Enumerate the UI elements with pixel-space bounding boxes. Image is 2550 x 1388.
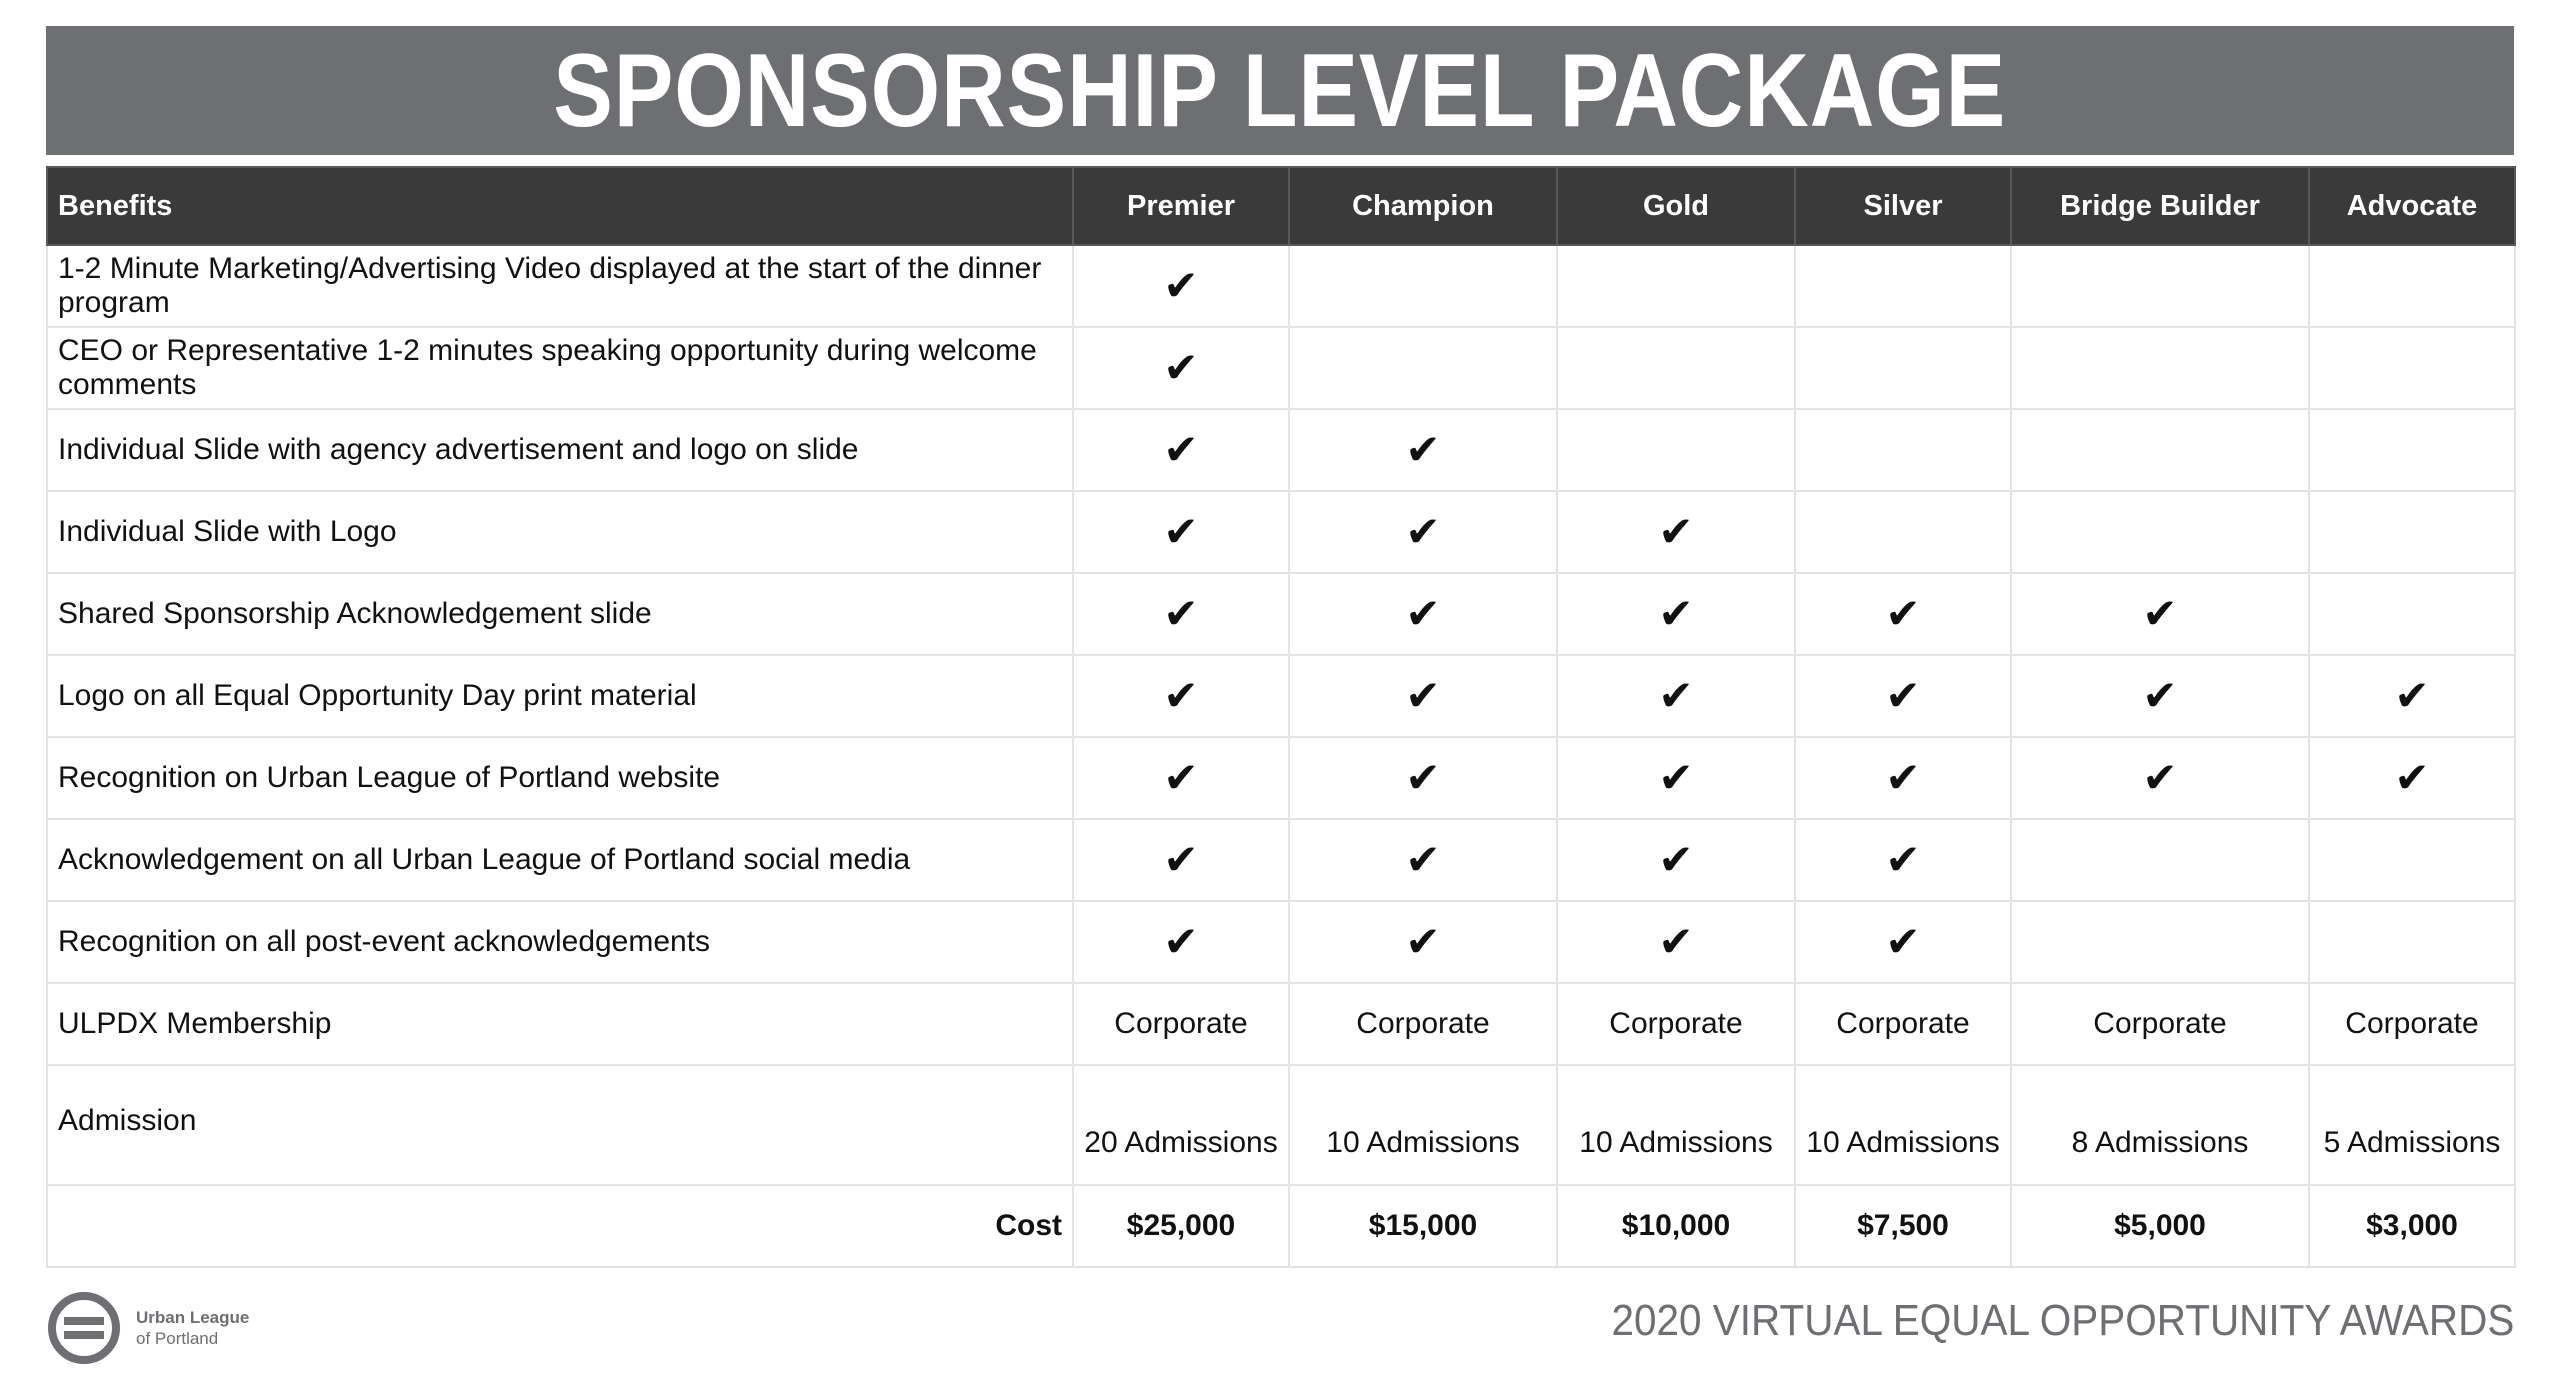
checkmark-icon: ✔ <box>2142 670 2178 720</box>
sponsorship-table <box>46 166 2516 1268</box>
logo-line-2: of Portland <box>136 1329 219 1348</box>
admission-value: 20 Admissions <box>1073 1065 1289 1185</box>
admission-value: 8 Admissions <box>2011 1065 2309 1185</box>
benefit-cell <box>1289 409 1557 491</box>
benefit-cell <box>1795 819 2011 901</box>
benefit-cell <box>1557 327 1795 409</box>
benefit-cell <box>2011 901 2309 983</box>
benefit-cell <box>1557 573 1795 655</box>
checkmark-icon: ✔ <box>2394 752 2430 802</box>
benefit-cell <box>1289 901 1557 983</box>
admission-value: 5 Admissions <box>2309 1065 2515 1185</box>
checkmark-icon: ✔ <box>1405 916 1441 966</box>
membership-value: Corporate <box>2011 983 2309 1065</box>
header-premier: Premier <box>1073 167 1289 245</box>
membership-value: Corporate <box>1557 983 1795 1065</box>
benefit-row <box>47 655 2515 737</box>
benefit-cell <box>1073 655 1289 737</box>
benefit-cell <box>1557 655 1795 737</box>
benefit-cell <box>1795 245 2011 327</box>
benefit-cell <box>2309 819 2515 901</box>
benefit-cell <box>1795 655 2011 737</box>
checkmark-icon: ✔ <box>1405 834 1441 884</box>
membership-value: Corporate <box>2309 983 2515 1065</box>
benefit-row <box>47 245 2515 327</box>
checkmark-icon: ✔ <box>1885 588 1921 638</box>
cost-value: $5,000 <box>2011 1185 2309 1267</box>
checkmark-icon: ✔ <box>1163 506 1199 556</box>
benefit-cell <box>1557 491 1795 573</box>
logo-line-1: Urban League <box>136 1308 250 1327</box>
benefit-cell <box>1073 245 1289 327</box>
benefit-cell <box>1557 819 1795 901</box>
benefit-cell <box>2011 573 2309 655</box>
membership-label: ULPDX Membership <box>47 983 1073 1065</box>
checkmark-icon: ✔ <box>1658 670 1694 720</box>
benefit-cell <box>2309 245 2515 327</box>
admission-value: 10 Admissions <box>1795 1065 2011 1185</box>
checkmark-icon: ✔ <box>1163 752 1199 802</box>
benefit-cell <box>2011 327 2309 409</box>
checkmark-icon: ✔ <box>1163 424 1199 474</box>
benefit-cell <box>1795 901 2011 983</box>
benefit-cell <box>1289 245 1557 327</box>
header-advocate: Advocate <box>2309 167 2515 245</box>
checkmark-icon: ✔ <box>1885 670 1921 720</box>
cost-value: $10,000 <box>1557 1185 1795 1267</box>
checkmark-icon: ✔ <box>1405 752 1441 802</box>
benefit-cell <box>1073 409 1289 491</box>
benefit-cell <box>1289 737 1557 819</box>
benefit-row <box>47 327 2515 409</box>
benefit-row <box>47 819 2515 901</box>
checkmark-icon: ✔ <box>2142 588 2178 638</box>
benefit-label: Individual Slide with Logo <box>47 491 1073 573</box>
benefit-cell <box>2011 737 2309 819</box>
benefit-row <box>47 737 2515 819</box>
membership-value: Corporate <box>1073 983 1289 1065</box>
membership-row <box>47 983 2515 1065</box>
cost-value: $7,500 <box>1795 1185 2011 1267</box>
benefit-cell <box>1289 655 1557 737</box>
checkmark-icon: ✔ <box>2142 752 2178 802</box>
checkmark-icon: ✔ <box>1163 670 1199 720</box>
benefit-cell <box>1289 819 1557 901</box>
benefit-cell <box>1795 491 2011 573</box>
checkmark-icon: ✔ <box>1163 342 1199 392</box>
benefit-cell <box>1795 737 2011 819</box>
benefit-label: Acknowledgement on all Urban League of Portland social media <box>47 819 1073 901</box>
admission-value: 10 Admissions <box>1557 1065 1795 1185</box>
checkmark-icon: ✔ <box>1405 424 1441 474</box>
benefit-label: 1-2 Minute Marketing/Advertising Video displayed at the start of the dinner program <box>47 245 1073 327</box>
benefit-row <box>47 491 2515 573</box>
benefit-cell <box>2011 245 2309 327</box>
checkmark-icon: ✔ <box>1885 834 1921 884</box>
cost-value: $15,000 <box>1289 1185 1557 1267</box>
checkmark-icon: ✔ <box>1405 588 1441 638</box>
benefit-cell <box>1073 901 1289 983</box>
benefit-cell <box>1557 245 1795 327</box>
checkmark-icon: ✔ <box>1163 260 1199 310</box>
benefit-cell <box>1795 573 2011 655</box>
admission-label: Admission <box>47 1065 1073 1185</box>
benefit-cell <box>2309 573 2515 655</box>
benefit-cell <box>1795 409 2011 491</box>
benefit-label: Shared Sponsorship Acknowledgement slide <box>47 573 1073 655</box>
header-row <box>47 167 2515 245</box>
benefit-cell <box>1289 491 1557 573</box>
checkmark-icon: ✔ <box>1163 834 1199 884</box>
benefit-cell <box>1073 491 1289 573</box>
logo-text <box>136 1307 249 1349</box>
checkmark-icon: ✔ <box>1163 916 1199 966</box>
admission-row <box>47 1065 2515 1185</box>
benefit-cell <box>1073 737 1289 819</box>
benefit-cell <box>1557 409 1795 491</box>
admission-value: 10 Admissions <box>1289 1065 1557 1185</box>
page-title: SPONSORSHIP LEVEL PACKAGE <box>553 32 2007 149</box>
benefit-cell <box>2011 491 2309 573</box>
benefit-label: Recognition on all post-event acknowledgements <box>47 901 1073 983</box>
benefit-cell <box>1557 901 1795 983</box>
benefit-cell <box>2309 901 2515 983</box>
checkmark-icon: ✔ <box>1885 916 1921 966</box>
checkmark-icon: ✔ <box>1885 752 1921 802</box>
header-gold: Gold <box>1557 167 1795 245</box>
benefit-row <box>47 573 2515 655</box>
benefit-cell <box>1073 819 1289 901</box>
title-banner <box>46 26 2514 155</box>
benefit-label: CEO or Representative 1-2 minutes speaking opportunity during welcome comments <box>47 327 1073 409</box>
benefit-cell <box>2309 737 2515 819</box>
benefit-cell <box>2309 655 2515 737</box>
benefit-cell <box>2011 409 2309 491</box>
benefit-label: Individual Slide with agency advertisement and logo on slide <box>47 409 1073 491</box>
benefit-cell <box>1557 737 1795 819</box>
benefit-row <box>47 901 2515 983</box>
benefit-cell <box>2309 409 2515 491</box>
benefit-row <box>47 409 2515 491</box>
benefit-cell <box>1073 327 1289 409</box>
checkmark-icon: ✔ <box>2394 670 2430 720</box>
checkmark-icon: ✔ <box>1405 506 1441 556</box>
benefit-cell <box>1289 327 1557 409</box>
cost-row <box>47 1185 2515 1267</box>
benefit-cell <box>1289 573 1557 655</box>
cost-value: $3,000 <box>2309 1185 2515 1267</box>
benefit-cell <box>2309 491 2515 573</box>
checkmark-icon: ✔ <box>1658 834 1694 884</box>
membership-value: Corporate <box>1289 983 1557 1065</box>
cost-label: Cost <box>47 1185 1073 1267</box>
checkmark-icon: ✔ <box>1405 670 1441 720</box>
benefit-cell <box>2011 655 2309 737</box>
header-benefits: Benefits <box>47 167 1073 245</box>
benefit-cell <box>1073 573 1289 655</box>
checkmark-icon: ✔ <box>1658 752 1694 802</box>
benefit-cell <box>2011 819 2309 901</box>
benefit-label: Logo on all Equal Opportunity Day print material <box>47 655 1073 737</box>
cost-value: $25,000 <box>1073 1185 1289 1267</box>
benefit-cell <box>1795 327 2011 409</box>
benefit-label: Recognition on Urban League of Portland website <box>47 737 1073 819</box>
checkmark-icon: ✔ <box>1658 506 1694 556</box>
checkmark-icon: ✔ <box>1658 588 1694 638</box>
checkmark-icon: ✔ <box>1163 588 1199 638</box>
checkmark-icon: ✔ <box>1658 916 1694 966</box>
header-silver: Silver <box>1795 167 2011 245</box>
urban-league-logo <box>46 1290 249 1366</box>
membership-value: Corporate <box>1795 983 2011 1065</box>
footer-title: 2020 VIRTUAL EQUAL OPPORTUNITY AWARDS <box>1611 1296 2514 1345</box>
benefit-cell <box>2309 327 2515 409</box>
equal-sign-logo-icon <box>46 1290 122 1366</box>
header-champion: Champion <box>1289 167 1557 245</box>
header-bridge-builder: Bridge Builder <box>2011 167 2309 245</box>
